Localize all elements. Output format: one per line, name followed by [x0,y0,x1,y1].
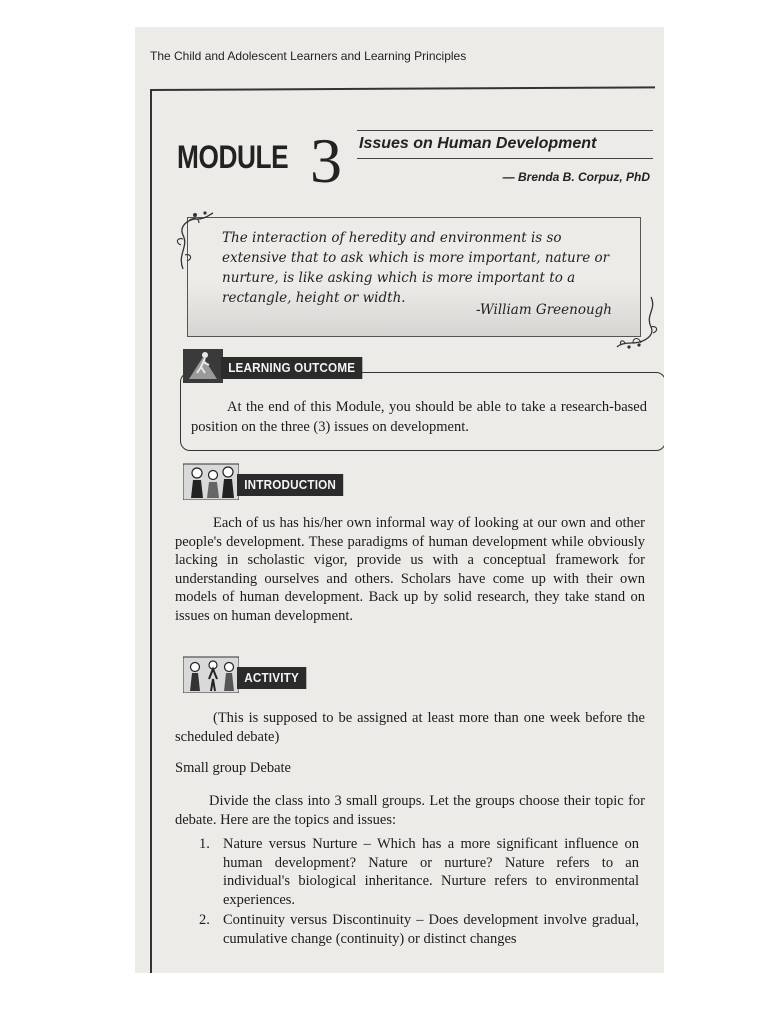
learning-outcome-text: At the end of this Module, you should be able to take a research-based position on the three (3) issues on development. [191,399,647,435]
quote-text: The interaction of heredity and environment is so extensive that to ask which is more important, nature or nurture, is like asking which is more important to a rectangle, height or width. [222,230,610,306]
list-item-text: Nature versus Nurture – Which has a more significant influence on human development? Nature or nurture? Nature refers to an individual's biological inheritance. Nurture refers to environmental experiences. [223,836,639,908]
quote-source: -William Greenough [476,302,612,318]
people-activity-icon [183,653,239,693]
activity-note: (This is supposed to be assigned at least more than one week before the scheduled debate) [175,710,645,745]
list-item-text: Continuity versus Discontinuity – Does development involve gradual, cumulative change (continuity) or distinct changes [223,912,639,947]
topic-list [199,835,639,950]
quote-box [187,217,641,337]
learning-outcome-badge [183,355,378,381]
climbing-figure-icon [183,343,223,383]
document-page [135,27,664,973]
introduction-badge [183,472,355,498]
module-word: MODULE [177,139,289,175]
learning-outcome-box [180,372,664,451]
activity-instructions: Divide the class into 3 small groups. Let the groups choose their topic for debate. Here are the topics and issues: [175,793,645,828]
activity-label: ACTIVITY [237,667,306,689]
list-item [199,835,639,909]
vine-ornament-icon [175,209,215,279]
frame-left-rule [150,89,152,973]
vine-ornament-icon [615,293,659,349]
activity-badge [183,665,314,691]
module-number: 3 [310,125,342,196]
learning-outcome-label: LEARNING OUTCOME [221,357,362,379]
module-title: Issues on Human Development [359,135,597,152]
title-rule-top [357,130,653,131]
module-author: — Brenda B. Corpuz, PhD [502,170,650,184]
list-item [199,911,639,948]
activity-heading: Small group Debate [175,760,291,776]
frame-top-rule [150,86,655,91]
introduction-text: Each of us has his/her own informal way of looking at our own and other people's development. These paradigms of human development while obviously lacking in scholastic vigor, provide us with a conceptual framework for understanding ourselves and others. Scholars have come up with their own models of human development. Back up by solid research, they take stand on issues on human development. [175,515,645,624]
running-header: The Child and Adolescent Learners and Learning Principles [150,49,467,63]
title-rule-bottom [357,158,653,159]
introduction-label: INTRODUCTION [237,474,343,496]
list-item-number: 2. [199,912,210,928]
people-group-icon [183,460,239,500]
list-item-number: 1. [199,836,210,852]
